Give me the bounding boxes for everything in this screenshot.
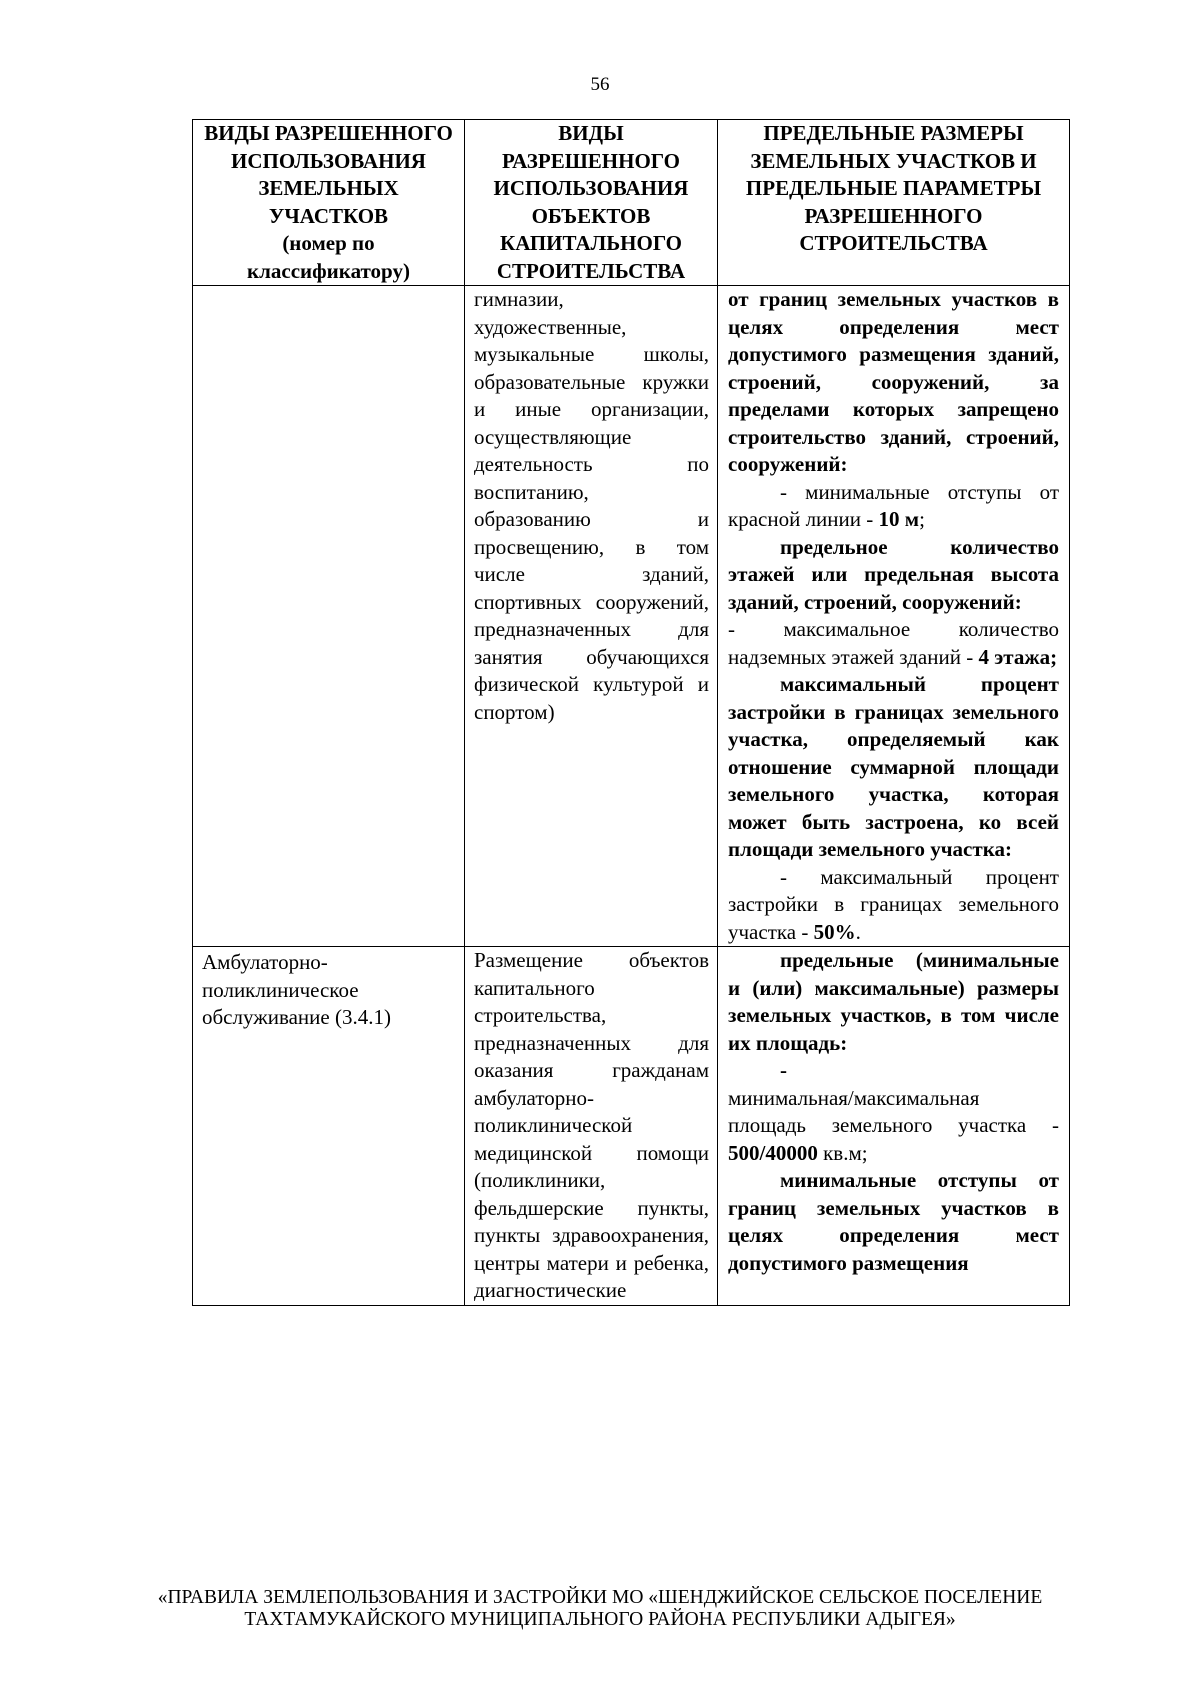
row2-dash: - (780, 1058, 787, 1082)
row1-coverage-heading: максимальный процент застройки в границах земельного участка, определяемый как отношение суммарной площади земельного участка, которая может быть застроена, ко всей площади земельного участка: (728, 672, 1059, 861)
document-footer (0, 1587, 1200, 1631)
header-limit-parameters (718, 120, 1070, 286)
row2-land-use-text: Амбулаторно-поликлиническое обслуживание (3.4.1) (202, 950, 391, 1029)
row1-capital-objects-text: гимназии, художественные, музыкальные школы, образовательные кружки и иные организации, осуществляющие деятельность по воспитанию, образованию и просвещению, в том числе зданий, спортивных сооружений, предназначенных для занятия обучающихся физической культурой и спортом) (474, 287, 709, 724)
row2-capital-objects-text: Размещение объектов капитального строительства, предназначенных для оказания гражданам амбулаторно-поликлинической медицинской помощи (поликлиники, фельдшерские пункты, пункты здравоохранения, центры матери и ребенка, диагностические (474, 948, 709, 1302)
table-header-row (193, 120, 1070, 286)
header-capital-construction-label: ВИДЫ РАЗРЕШЕННОГО ИСПОЛЬЗОВАНИЯ ОБЪЕКТОВ КАПИТАЛЬНОГО СТРОИТЕЛЬСТВА (493, 121, 689, 283)
row1-land-use-cell (193, 286, 465, 947)
row2-size-heading: предельные (минимальные и (или) максимальные) размеры земельных участков, в том числе их площадь: (728, 948, 1059, 1055)
row1-coverage-value: - максимальный процент застройки в границах земельного участка - 50%. (728, 864, 1059, 944)
row2-capital-objects-cell (465, 947, 718, 1306)
page-number: 56 (590, 74, 610, 95)
header-classifier-note: (номер по классификатору) (247, 231, 410, 283)
header-limit-parameters-label: ПРЕДЕЛЬНЫЕ РАЗМЕРЫ ЗЕМЕЛЬНЫХ УЧАСТКОВ И ПРЕДЕЛЬНЫЕ ПАРАМЕТРЫ РАЗРЕШЕННОГО СТРОИТЕЛЬСТВА (745, 121, 1042, 255)
row2-parameters-cell (718, 947, 1070, 1306)
header-capital-construction-types (465, 120, 718, 286)
footer-line-2: ТАХТАМУКАЙСКОГО МУНИЦИПАЛЬНОГО РАЙОНА РЕСПУБЛИКИ АДЫГЕЯ» (244, 1609, 956, 1630)
row1-parameters-cell (718, 286, 1070, 947)
row1-setback-value: - минимальные отступы от красной линии - 10 м; (728, 479, 1059, 531)
table-row (193, 947, 1070, 1306)
row2-land-use-cell (193, 947, 465, 1306)
row2-area-value: минимальная/максимальная площадь земельного участка - 500/40000 кв.м; (728, 1085, 1059, 1165)
row2-setback-heading: минимальные отступы от границ земельных участков в целях определения мест допустимого размещения (728, 1168, 1059, 1275)
footer-line-1: «ПРАВИЛА ЗЕМЛЕПОЛЬЗОВАНИЯ И ЗАСТРОЙКИ МО «ШЕНДЖИЙСКОЕ СЕЛЬСКОЕ ПОСЕЛЕНИЕ (157, 1587, 1043, 1608)
row1-floors-value: - максимальное количество надземных этажей зданий - 4 этажа; (728, 617, 1059, 669)
land-use-table (192, 119, 1070, 1306)
header-land-use-types-label: ВИДЫ РАЗРЕШЕННОГО ИСПОЛЬЗОВАНИЯ ЗЕМЕЛЬНЫХ УЧАСТКОВ (204, 121, 453, 228)
header-land-use-types (193, 120, 465, 286)
row1-capital-objects-cell (465, 286, 718, 947)
row1-setback-heading: от границ земельных участков в целях определения мест допустимого размещения зданий, строений, сооружений, за пределами которых запрещено строительство зданий, строений, сооружений: (728, 287, 1059, 476)
table-row (193, 286, 1070, 947)
row1-floors-heading: предельное количество этажей или предельная высота зданий, строений, сооружений: (728, 534, 1059, 614)
